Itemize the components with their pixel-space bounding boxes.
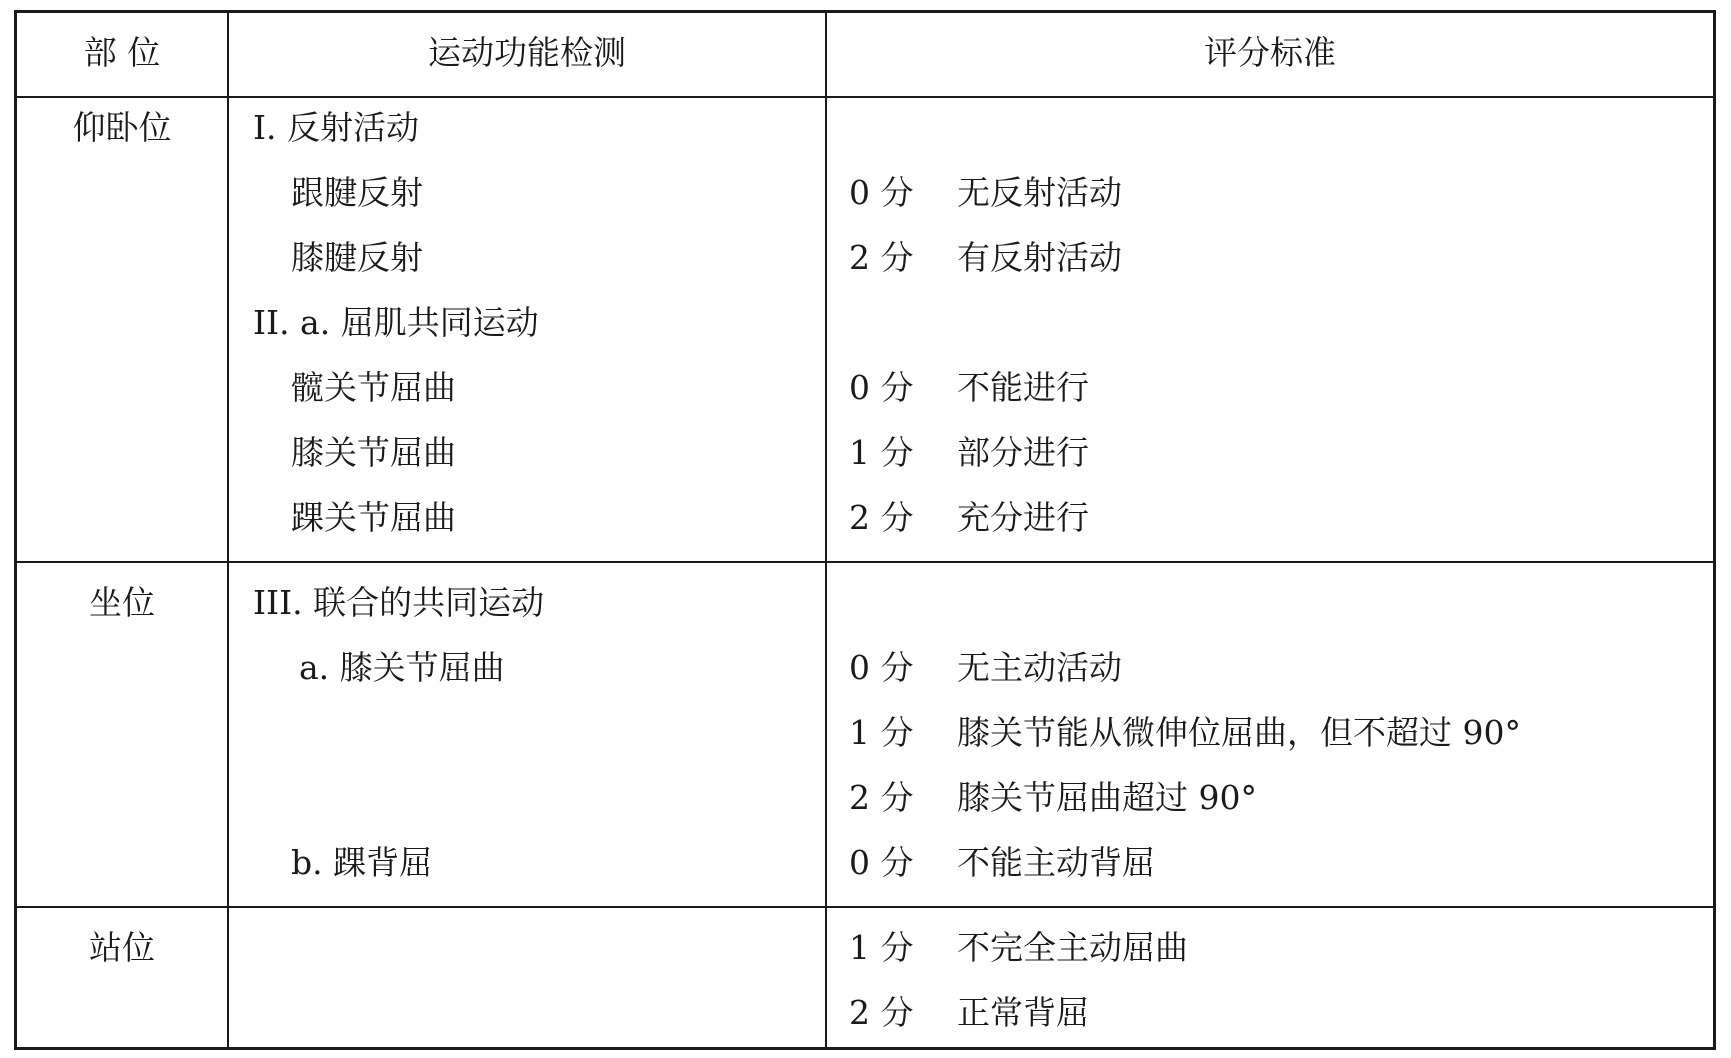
position-standing: 站位 bbox=[89, 928, 155, 967]
score-value: 0 分 bbox=[849, 173, 914, 212]
test-item: 髋关节屈曲 bbox=[291, 368, 456, 407]
score-value: 0 分 bbox=[849, 368, 914, 407]
assessment-table bbox=[14, 10, 1716, 1050]
score-description: 正常背屈 bbox=[957, 993, 1089, 1032]
section-divider-1 bbox=[17, 561, 1713, 563]
test-item: 膝关节屈曲 bbox=[291, 433, 456, 472]
test-item: 膝腱反射 bbox=[291, 238, 423, 277]
score-description: 有反射活动 bbox=[957, 238, 1122, 277]
position-supine: 仰卧位 bbox=[72, 108, 172, 147]
score-value: 1 分 bbox=[849, 433, 914, 472]
test-item: III. 联合的共同运动 bbox=[253, 583, 545, 622]
test-item: II. a. 屈肌共同运动 bbox=[253, 303, 539, 342]
score-value: 0 分 bbox=[849, 648, 914, 687]
section-divider-2 bbox=[17, 906, 1713, 908]
score-value: 0 分 bbox=[849, 843, 914, 882]
score-description: 膝关节能从微伸位屈曲，但不超过 90° bbox=[957, 713, 1521, 752]
score-value: 2 分 bbox=[849, 778, 914, 817]
test-item: a. 膝关节屈曲 bbox=[299, 648, 505, 687]
header-test: 运动功能检测 bbox=[428, 33, 626, 72]
score-description: 无反射活动 bbox=[957, 173, 1122, 212]
score-description: 不能进行 bbox=[957, 368, 1089, 407]
test-item: I. 反射活动 bbox=[253, 108, 420, 147]
score-description: 无主动活动 bbox=[957, 648, 1122, 687]
test-item: 跟腱反射 bbox=[291, 173, 423, 212]
score-description: 充分进行 bbox=[957, 498, 1089, 537]
test-item: b. 踝背屈 bbox=[291, 843, 433, 882]
position-sitting: 坐位 bbox=[89, 583, 155, 622]
column-divider-1 bbox=[227, 13, 229, 1047]
score-description: 膝关节屈曲超过 90° bbox=[957, 778, 1257, 817]
column-divider-2 bbox=[825, 13, 827, 1047]
score-value: 2 分 bbox=[849, 993, 914, 1032]
score-value: 1 分 bbox=[849, 713, 914, 752]
score-value: 2 分 bbox=[849, 238, 914, 277]
header-divider bbox=[17, 96, 1713, 98]
score-description: 不完全主动屈曲 bbox=[957, 928, 1188, 967]
score-value: 1 分 bbox=[849, 928, 914, 967]
score-value: 2 分 bbox=[849, 498, 914, 537]
test-item: 踝关节屈曲 bbox=[291, 498, 456, 537]
score-description: 不能主动背屈 bbox=[957, 843, 1155, 882]
header-position: 部 位 bbox=[83, 33, 161, 72]
header-criteria: 评分标准 bbox=[1204, 33, 1336, 72]
score-description: 部分进行 bbox=[957, 433, 1089, 472]
